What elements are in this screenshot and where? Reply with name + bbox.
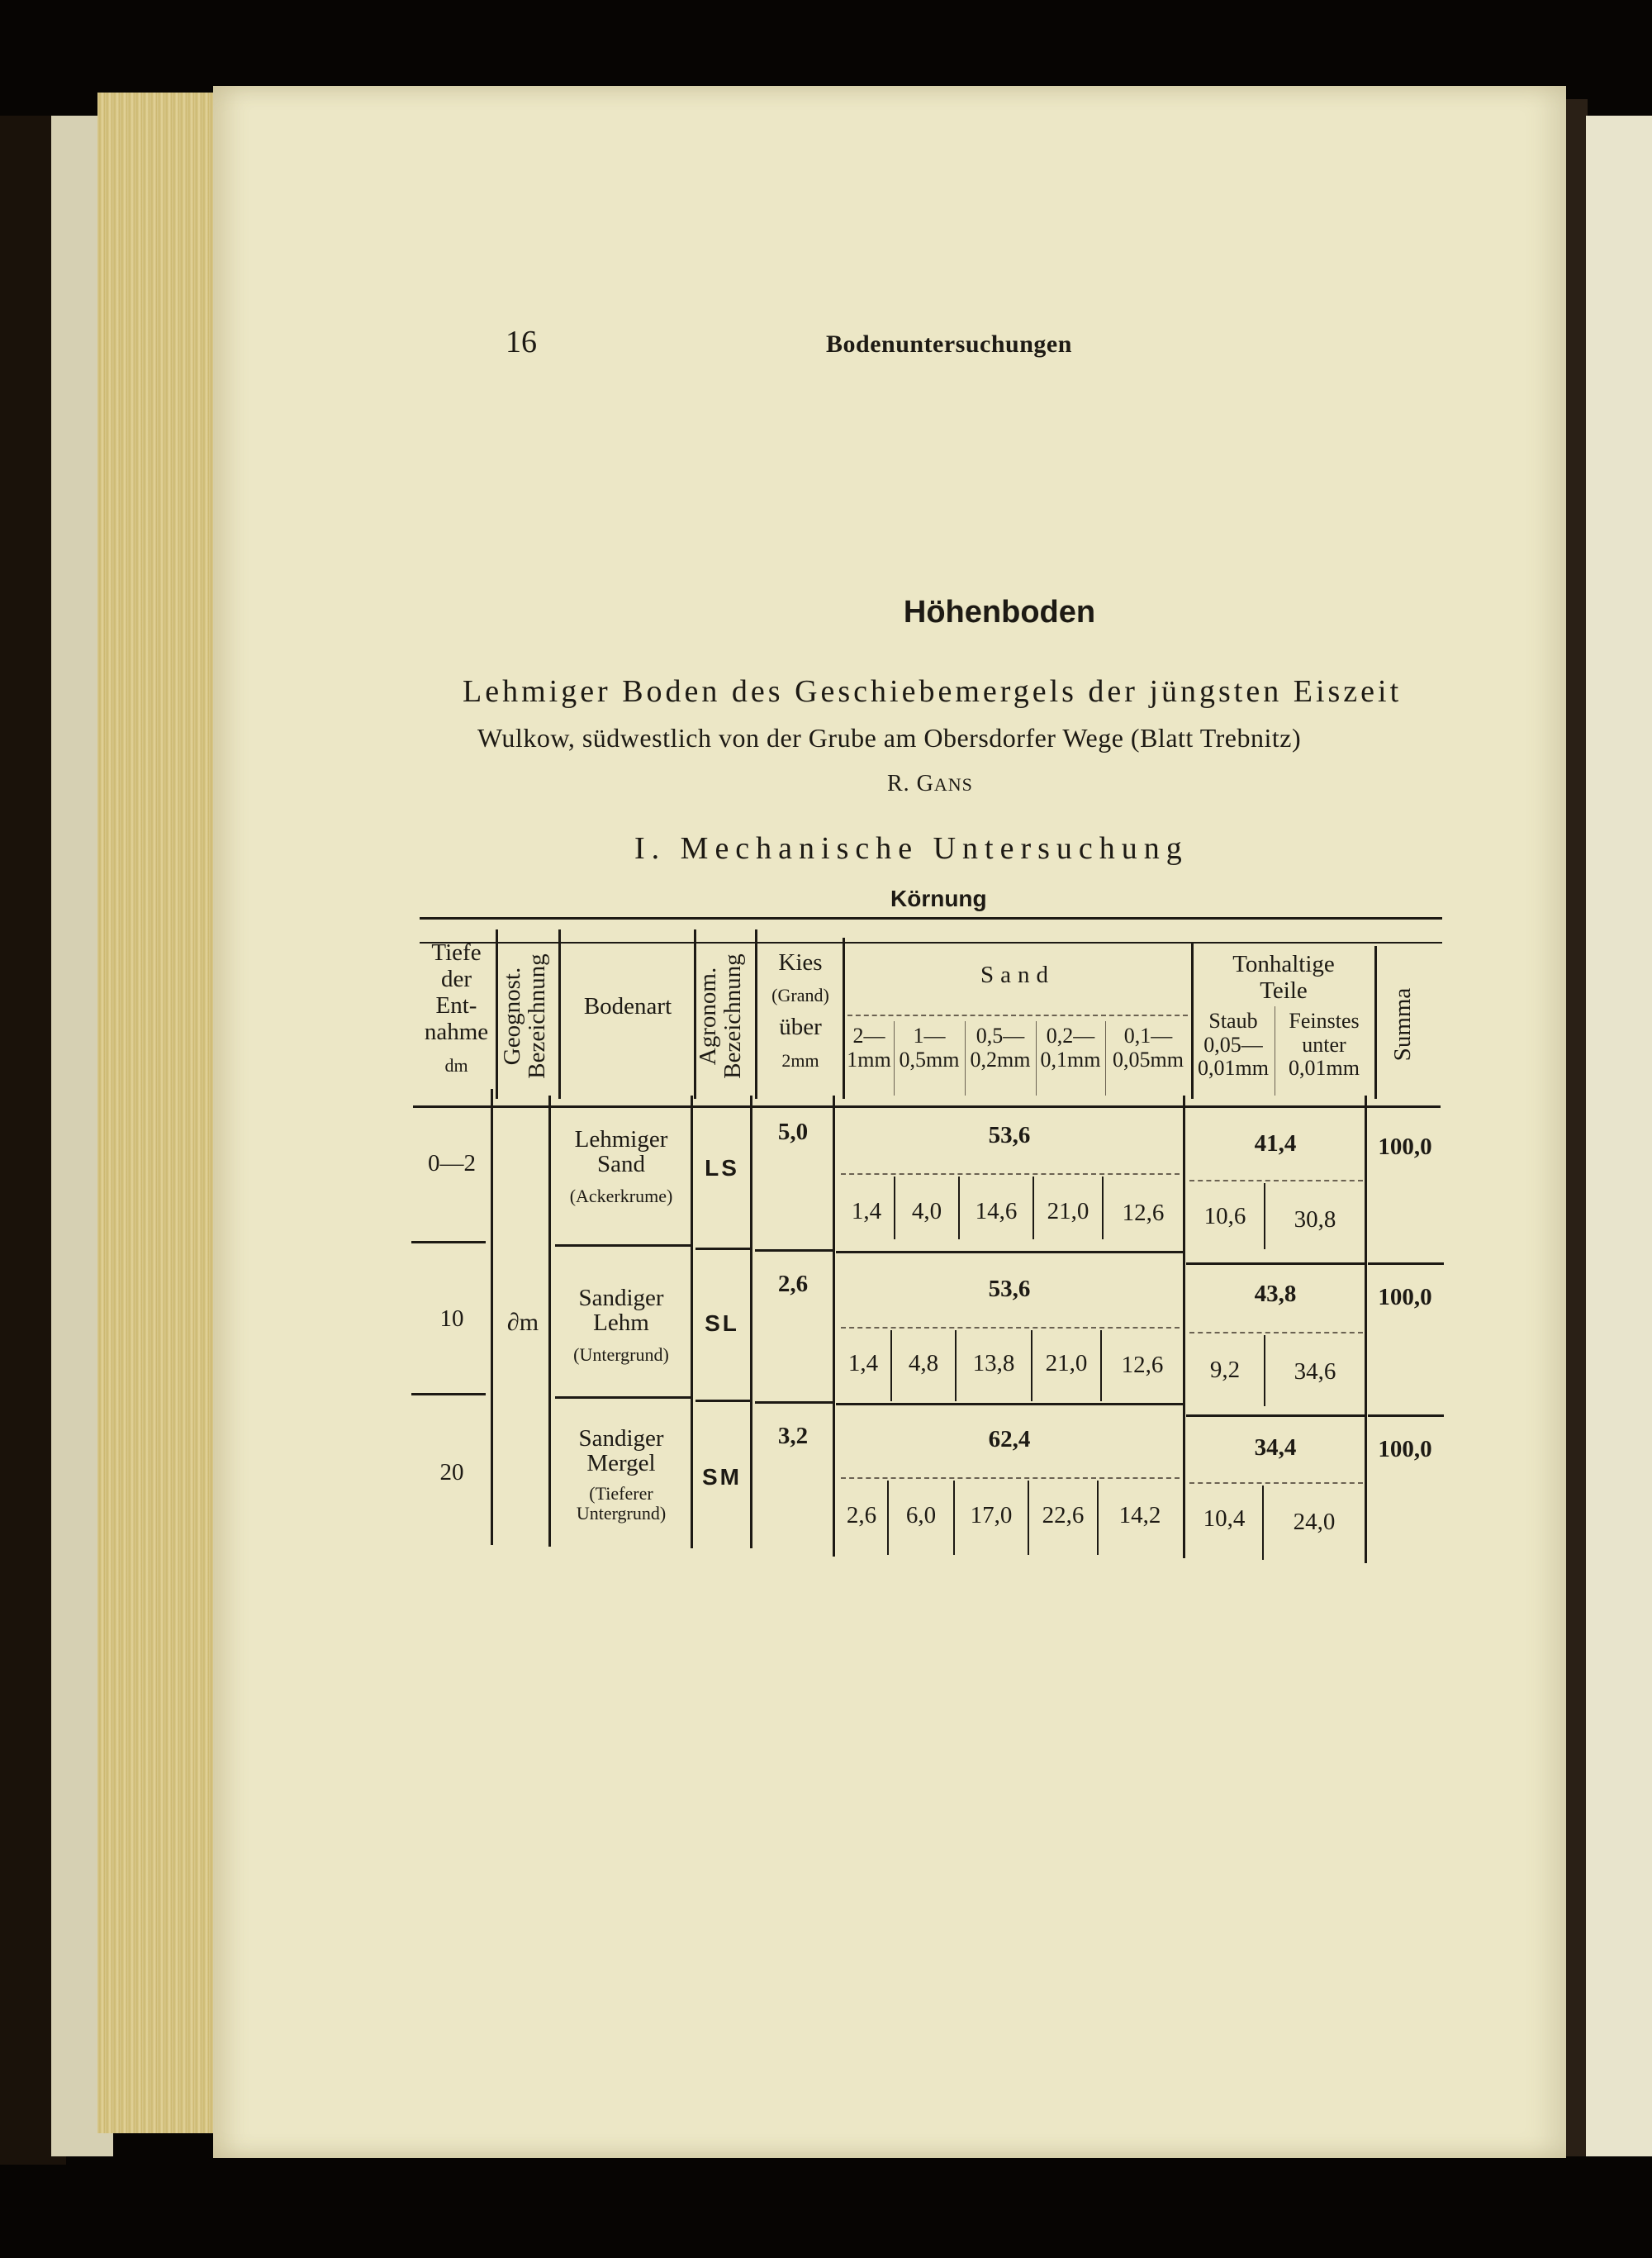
row-sep-sand-1: [836, 1251, 1183, 1253]
col-rule-4: [750, 1096, 752, 1548]
row-sep-summa-2: [1368, 1414, 1444, 1417]
subtitle: Lehmiger Boden des Geschiebemergels der jüngsten Eiszeit: [463, 674, 1403, 709]
col-rule-5: [833, 1096, 835, 1557]
running-head: Bodenuntersuchungen: [826, 330, 1072, 358]
header-kies-ueber: über: [779, 1014, 822, 1040]
col-rule-2: [548, 1096, 551, 1547]
row-1-sand-2: 4,0: [911, 1198, 942, 1224]
page-number: 16: [506, 325, 537, 359]
row-2-sand-3: 13,8: [972, 1350, 1015, 1376]
row-1-bodenart: Lehmiger Sand: [574, 1126, 668, 1178]
sand-divider-row-1: [841, 1173, 1180, 1175]
row-2-ton-total: 43,8: [1254, 1281, 1297, 1307]
section-subtitle: Körnung: [890, 886, 987, 911]
geognost-value: ∂m: [506, 1309, 539, 1336]
row-3-sand-4: 22,6: [1042, 1502, 1085, 1528]
row-2-sand-1: 1,4: [847, 1350, 879, 1376]
table-top-rule: [420, 917, 1442, 920]
header-bottom-rule: [413, 1105, 1441, 1108]
row-2-sand-2: 4,8: [908, 1350, 939, 1376]
header-staub: Staub 0,05— 0,01mm: [1198, 1009, 1269, 1081]
row-3-agronom: SM: [702, 1464, 742, 1490]
row-1-agronom: LS: [705, 1155, 739, 1181]
row-2-bodenart-note: (Untergrund): [573, 1344, 669, 1365]
right-gutter: [1566, 99, 1588, 2156]
table-top-rule-2: [420, 942, 1442, 944]
row-1-sand-5: 12,6: [1122, 1200, 1165, 1226]
row-3-kies: 3,2: [777, 1423, 809, 1449]
header-kies-grand: (Grand): [771, 985, 829, 1005]
location-line: Wulkow, südwestlich von der Grube am Obersdorfer Wege (Blatt Trebnitz): [477, 723, 1302, 753]
page-title: Höhenboden: [903, 595, 1096, 630]
header-ton: Tonhaltige Teile: [1232, 951, 1335, 1004]
row-3-sand-2: 6,0: [905, 1502, 937, 1528]
col-rule-7: [1365, 1096, 1367, 1563]
header-sand-col-1: 2— 1mm: [847, 1024, 891, 1072]
row-1-tiefe: 0—2: [428, 1150, 476, 1177]
row-3-sand-5: 14,2: [1118, 1502, 1161, 1528]
header-sand-col-4: 0,2— 0,1mm: [1040, 1024, 1101, 1072]
row-2-sand-5: 12,6: [1121, 1352, 1164, 1378]
row-sep-summa-1: [1368, 1262, 1444, 1265]
row-2-staub: 9,2: [1209, 1357, 1241, 1383]
header-sand-divider: [847, 1015, 1188, 1016]
row-1-sand-total: 53,6: [988, 1122, 1031, 1148]
row-sep-kies-1: [755, 1249, 833, 1252]
sand-divider-row-3: [841, 1477, 1180, 1479]
header-sand-col-2: 1— 0,5mm: [899, 1024, 960, 1072]
row-sep-agronom-2: [695, 1400, 750, 1402]
col-rule-6: [1183, 1096, 1185, 1558]
row-sep-kies-2: [755, 1401, 833, 1404]
row-1-summa: 100,0: [1378, 1134, 1432, 1160]
ton-divider-row-2: [1189, 1332, 1363, 1333]
row-1-bodenart-note: (Ackerkrume): [569, 1186, 673, 1206]
right-page-strip: [1586, 116, 1652, 2156]
header-tiefe: Tiefe der Ent- nahme: [424, 939, 489, 1045]
row-3-ton-total: 34,4: [1254, 1434, 1297, 1461]
row-sep-sand-2: [836, 1403, 1183, 1405]
sand-hdr-sub-1: [894, 1021, 895, 1096]
row-2-agronom: SL: [705, 1310, 739, 1336]
header-kies-unit: 2mm: [781, 1050, 819, 1071]
sand-hdr-sub-3: [1036, 1021, 1037, 1096]
author: [887, 771, 973, 797]
sand-hdr-sub-2: [965, 1021, 966, 1096]
header-sand-col-5: 0,1— 0,05mm: [1113, 1024, 1184, 1072]
row-sep-ton-2: [1186, 1414, 1365, 1417]
header-feinstes: Feinstes unter 0,01mm: [1289, 1009, 1360, 1081]
row-2-kies: 2,6: [777, 1271, 809, 1297]
row-sep-ton-1: [1186, 1262, 1365, 1265]
row-1-staub: 10,6: [1203, 1203, 1246, 1229]
row-sep-tiefe-2: [411, 1393, 486, 1395]
header-geognost: Geognost. Bezeichnung: [499, 953, 551, 1079]
header-kies: Kies: [778, 949, 823, 976]
header-sand-col-3: 0,5— 0,2mm: [970, 1024, 1031, 1072]
header-sand: Sand: [980, 962, 1055, 988]
ton-divider-row-1: [1189, 1180, 1363, 1181]
author-rest: ANS: [933, 774, 973, 795]
row-2-sand-4: 21,0: [1045, 1350, 1088, 1376]
header-bodenart: Bodenart: [583, 993, 672, 1020]
row-2-feinstes: 34,6: [1294, 1358, 1336, 1385]
row-3-summa: 100,0: [1378, 1436, 1432, 1462]
row-3-sand-1: 2,6: [846, 1502, 877, 1528]
row-1-feinstes: 30,8: [1294, 1206, 1336, 1233]
row-3-feinstes: 24,0: [1293, 1509, 1336, 1535]
header-summa: Summa: [1389, 987, 1416, 1062]
row-3-sand-3: 17,0: [970, 1502, 1013, 1528]
section-title: I. Mechanische Untersuchung: [634, 831, 1189, 866]
row-1-sand-3: 14,6: [975, 1198, 1018, 1224]
author-initial: R. G: [887, 771, 934, 796]
row-sep-tiefe-1: [411, 1241, 486, 1243]
header-tiefe-unit: dm: [444, 1055, 468, 1076]
row-2-sand-total: 53,6: [988, 1276, 1031, 1302]
ton-divider-row-3: [1189, 1482, 1363, 1484]
row-1-kies: 5,0: [777, 1119, 809, 1145]
col-rule-7h: [1374, 946, 1377, 1099]
row-1-ton-total: 41,4: [1254, 1130, 1297, 1157]
row-3-bodenart: Sandiger Mergel: [578, 1425, 664, 1477]
col-rule-1: [491, 1089, 493, 1545]
row-sep-bodenart-1: [555, 1244, 691, 1247]
row-2-summa: 100,0: [1378, 1284, 1432, 1310]
row-2-tiefe: 10: [439, 1305, 464, 1332]
row-sep-bodenart-2: [555, 1396, 691, 1399]
sand-hdr-sub-4: [1105, 1021, 1106, 1096]
row-3-staub: 10,4: [1203, 1505, 1246, 1532]
row-2-bodenart: Sandiger Lehm: [578, 1285, 664, 1337]
row-1-sand-4: 21,0: [1047, 1198, 1089, 1224]
row-1-sand-1: 1,4: [851, 1198, 882, 1224]
row-sep-agronom-1: [695, 1248, 750, 1250]
row-3-bodenart-note: (Tieferer Untergrund): [576, 1483, 667, 1524]
row-3-tiefe: 20: [439, 1459, 464, 1486]
sand-divider-row-2: [841, 1327, 1180, 1329]
col-rule-3: [691, 1096, 693, 1548]
row-3-sand-total: 62,4: [988, 1426, 1031, 1452]
col-rule-1h: [496, 929, 498, 1099]
page-edges: [97, 93, 215, 2133]
header-agronom: Agronom. Bezeichnung: [695, 953, 747, 1079]
